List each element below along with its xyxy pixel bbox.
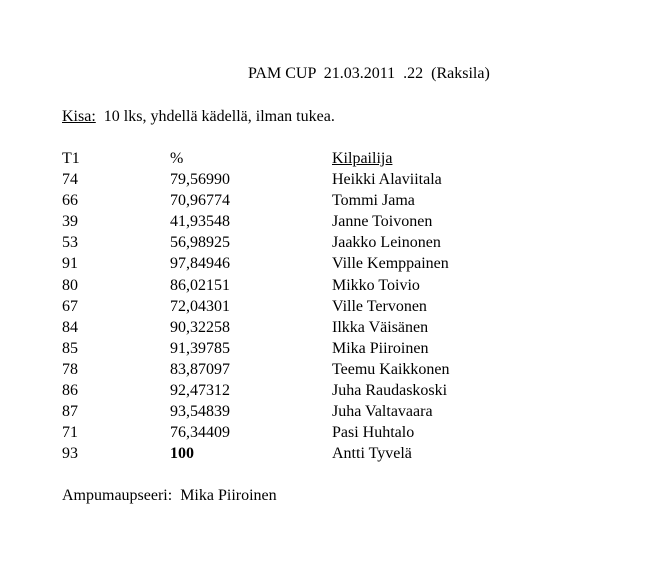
cell-t1: 86 bbox=[62, 382, 78, 400]
header-competitor: Kilpailija bbox=[332, 150, 393, 167]
range-officer: Ampumaupseeri: Mika Piiroinen bbox=[62, 487, 277, 504]
cell-percent: 72,04301 bbox=[170, 297, 230, 315]
contest-label: Kisa: bbox=[62, 108, 96, 125]
cell-competitor: Antti Tyvelä bbox=[332, 445, 412, 463]
cell-percent: 100 bbox=[170, 445, 194, 463]
cell-percent: 90,32258 bbox=[170, 318, 230, 336]
cell-t1: 53 bbox=[62, 234, 78, 252]
cell-competitor: Janne Toivonen bbox=[332, 213, 433, 231]
cell-t1: 84 bbox=[62, 318, 78, 336]
cell-t1: 74 bbox=[62, 171, 78, 189]
table-row bbox=[62, 443, 522, 464]
header-t1: T1 bbox=[62, 150, 80, 167]
cell-t1: 80 bbox=[62, 276, 78, 294]
cell-t1: 71 bbox=[62, 424, 78, 442]
table-row bbox=[62, 296, 522, 317]
table-row bbox=[62, 211, 522, 232]
cell-competitor: Ville Kemppainen bbox=[332, 255, 449, 273]
cell-percent: 79,56990 bbox=[170, 171, 230, 189]
table-row bbox=[62, 401, 522, 422]
table-row bbox=[62, 253, 522, 274]
cell-t1: 67 bbox=[62, 297, 78, 315]
contest-description bbox=[62, 107, 335, 127]
cell-competitor: Mikko Toivio bbox=[332, 276, 420, 294]
table-header-row bbox=[62, 148, 522, 169]
cell-t1: 93 bbox=[62, 445, 78, 463]
cell-t1: 78 bbox=[62, 360, 78, 378]
cell-percent: 41,93548 bbox=[170, 213, 230, 231]
cell-t1: 66 bbox=[62, 192, 78, 210]
cell-percent: 83,87097 bbox=[170, 360, 230, 378]
cell-percent: 56,98925 bbox=[170, 234, 230, 252]
cell-percent: 92,47312 bbox=[170, 382, 230, 400]
cell-percent: 70,96774 bbox=[170, 192, 230, 210]
document-title: PAM CUP 21.03.2011 .22 (Raksila) bbox=[248, 65, 490, 82]
cell-competitor: Juha Raudaskoski bbox=[332, 382, 448, 400]
table-row bbox=[62, 422, 522, 443]
results-table bbox=[62, 148, 522, 464]
cell-competitor: Jaakko Leinonen bbox=[332, 234, 441, 252]
contest-text: 10 lks, yhdellä kädellä, ilman tukea. bbox=[95, 108, 335, 125]
cell-t1: 39 bbox=[62, 213, 78, 231]
header-percent: % bbox=[170, 150, 184, 167]
cell-competitor: Teemu Kaikkonen bbox=[332, 360, 450, 378]
cell-competitor: Ilkka Väisänen bbox=[332, 318, 429, 336]
cell-competitor: Pasi Huhtalo bbox=[332, 424, 415, 442]
table-row bbox=[62, 338, 522, 359]
cell-t1: 85 bbox=[62, 339, 78, 357]
cell-percent: 97,84946 bbox=[170, 255, 230, 273]
table-row bbox=[62, 275, 522, 296]
cell-percent: 93,54839 bbox=[170, 403, 230, 421]
cell-competitor: Juha Valtavaara bbox=[332, 403, 433, 421]
table-row bbox=[62, 380, 522, 401]
table-row bbox=[62, 232, 522, 253]
cell-t1: 91 bbox=[62, 255, 78, 273]
cell-percent: 91,39785 bbox=[170, 339, 230, 357]
table-row bbox=[62, 169, 522, 190]
cell-percent: 76,34409 bbox=[170, 424, 230, 442]
cell-competitor: Ville Tervonen bbox=[332, 297, 427, 315]
table-row bbox=[62, 317, 522, 338]
cell-competitor: Heikki Alaviitala bbox=[332, 171, 442, 189]
cell-t1: 87 bbox=[62, 403, 78, 421]
table-row bbox=[62, 359, 522, 380]
cell-percent: 86,02151 bbox=[170, 276, 230, 294]
cell-competitor: Mika Piiroinen bbox=[332, 339, 429, 357]
table-row bbox=[62, 190, 522, 211]
cell-competitor: Tommi Jama bbox=[332, 192, 415, 210]
